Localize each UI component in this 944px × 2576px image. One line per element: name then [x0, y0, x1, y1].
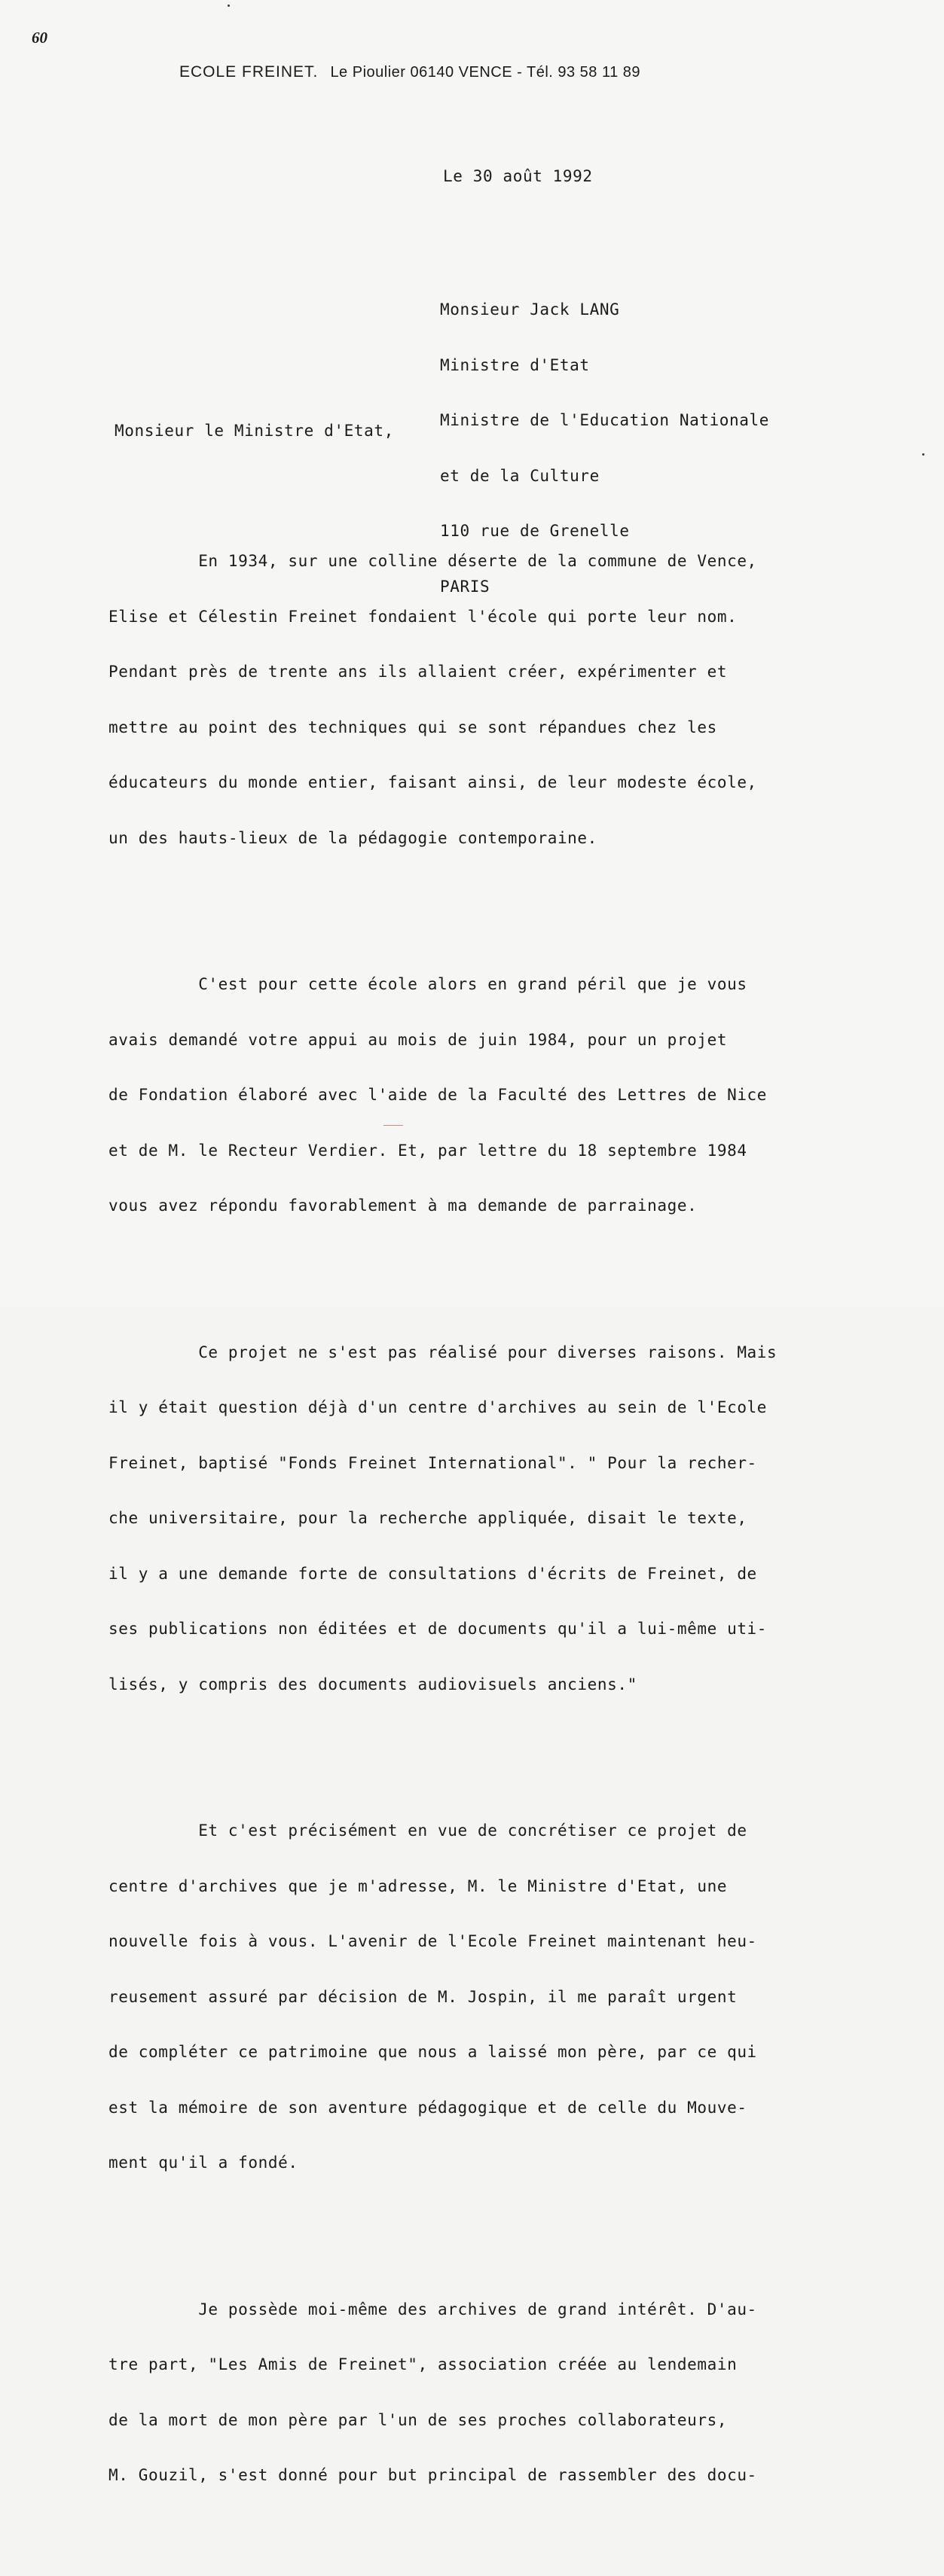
salutation: Monsieur le Ministre d'Etat, [115, 422, 394, 440]
paragraph-line: Freinet, baptisé "Fonds Freinet International". " Pour la recher- [108, 1453, 757, 1472]
paragraph-line: de Fondation élaboré avec l'aide de la Faculté des Lettres de Nice [108, 1086, 768, 1104]
paragraph-line: avais demandé votre appui au mois de juin 1984, pour un projet [108, 1030, 728, 1049]
paragraph-line: de compléter ce patrimoine que nous a laissé mon père, par ce qui [108, 2043, 757, 2061]
paragraph-line: est la mémoire de son aventure pédagogique et de celle du Mouve- [108, 2098, 747, 2117]
paragraph-line: M. Gouzil, s'est donné pour but principal de rassembler des docu- [108, 2466, 757, 2484]
paragraph [108, 515, 892, 884]
paragraph-line: ment qu'il a fondé. [108, 2154, 298, 2172]
recipient-line: et de la Culture [440, 466, 600, 485]
letterhead [179, 63, 640, 81]
paragraph-line: En 1934, sur une colline déserte de la commune de Vence, [108, 552, 757, 570]
recipient-line: 110 rue de Grenelle [440, 522, 630, 540]
paragraph-line: un des hauts-lieux de la pédagogie contemporaine. [108, 828, 597, 847]
paragraph-line: Et c'est précisément en vue de concrétiser ce projet de [108, 1821, 747, 1840]
paragraph-line: de la mort de mon père par l'un de ses proches collaborateurs, [108, 2410, 728, 2429]
speck [228, 5, 230, 7]
paragraph-line: éducateurs du monde entier, faisant ainsi, de leur modeste école, [108, 773, 757, 791]
speck [922, 453, 924, 456]
paragraph-line: Elise et Célestin Freinet fondaient l'école qui porte leur nom. [108, 607, 738, 626]
recipient-line: PARIS [440, 577, 490, 596]
letterhead-school: ECOLE FREINET. [179, 63, 319, 81]
paragraph-line: tre part, "Les Amis de Freinet", association créée au lendemain [108, 2355, 738, 2373]
paragraph [108, 2264, 892, 2522]
red-mark [383, 1125, 403, 1126]
paragraph-line: ses publications non éditées et de documents qu'il a lui-même uti- [108, 1620, 768, 1638]
paragraph-line: Pendant près de trente ans ils allaient créer, expérimenter et [108, 663, 728, 681]
paragraph [108, 1785, 892, 2209]
paragraph-line: il y a une demande forte de consultations d'écrits de Freinet, de [108, 1564, 757, 1583]
recipient-line: Ministre de l'Education Nationale [440, 411, 770, 429]
recipient-line: Monsieur Jack LANG [440, 300, 620, 319]
paragraph-line: reusement assuré par décision de M. Jospin, il me paraît urgent [108, 1987, 738, 2006]
paragraph-line: et de M. le Recteur Verdier. Et, par lettre du 18 septembre 1984 [108, 1141, 747, 1160]
paragraph-line: Ce projet ne s'est pas réalisé pour diverses raisons. Mais [108, 1343, 778, 1361]
paragraph-line: nouvelle fois à vous. L'avenir de l'Ecole Freinet maintenant heu- [108, 1932, 757, 1950]
letter-body [108, 479, 892, 2576]
paragraph-line: Je possède moi-même des archives de grand intérêt. D'au- [108, 2300, 757, 2318]
paragraph-line: centre d'archives que je m'adresse, M. le Ministre d'Etat, une [108, 1876, 728, 1895]
recipient-line: Ministre d'Etat [440, 355, 590, 374]
paragraph-line: vous avez répondu favorablement à ma demande de parrainage. [108, 1197, 698, 1215]
letter-date: Le 30 août 1992 [443, 167, 593, 185]
paragraph-line: che universitaire, pour la recherche appliquée, disait le texte, [108, 1509, 747, 1527]
paragraph-line: mettre au point des techniques qui se sont répandues chez les [108, 718, 717, 736]
letterhead-address: Le Pioulier 06140 VENCE - Tél. 93 58 11 89 [330, 64, 641, 81]
paragraph-line: lisés, y compris des documents audiovisuels anciens." [108, 1675, 637, 1693]
paragraph [108, 1306, 892, 1731]
paragraph-line: C'est pour cette école alors en grand péril que je vous [108, 975, 747, 993]
page-number: 60 [32, 29, 47, 47]
paragraph-line: il y était question déjà d'un centre d'archives au sein de l'Ecole [108, 1398, 768, 1416]
paragraph [108, 938, 892, 1252]
